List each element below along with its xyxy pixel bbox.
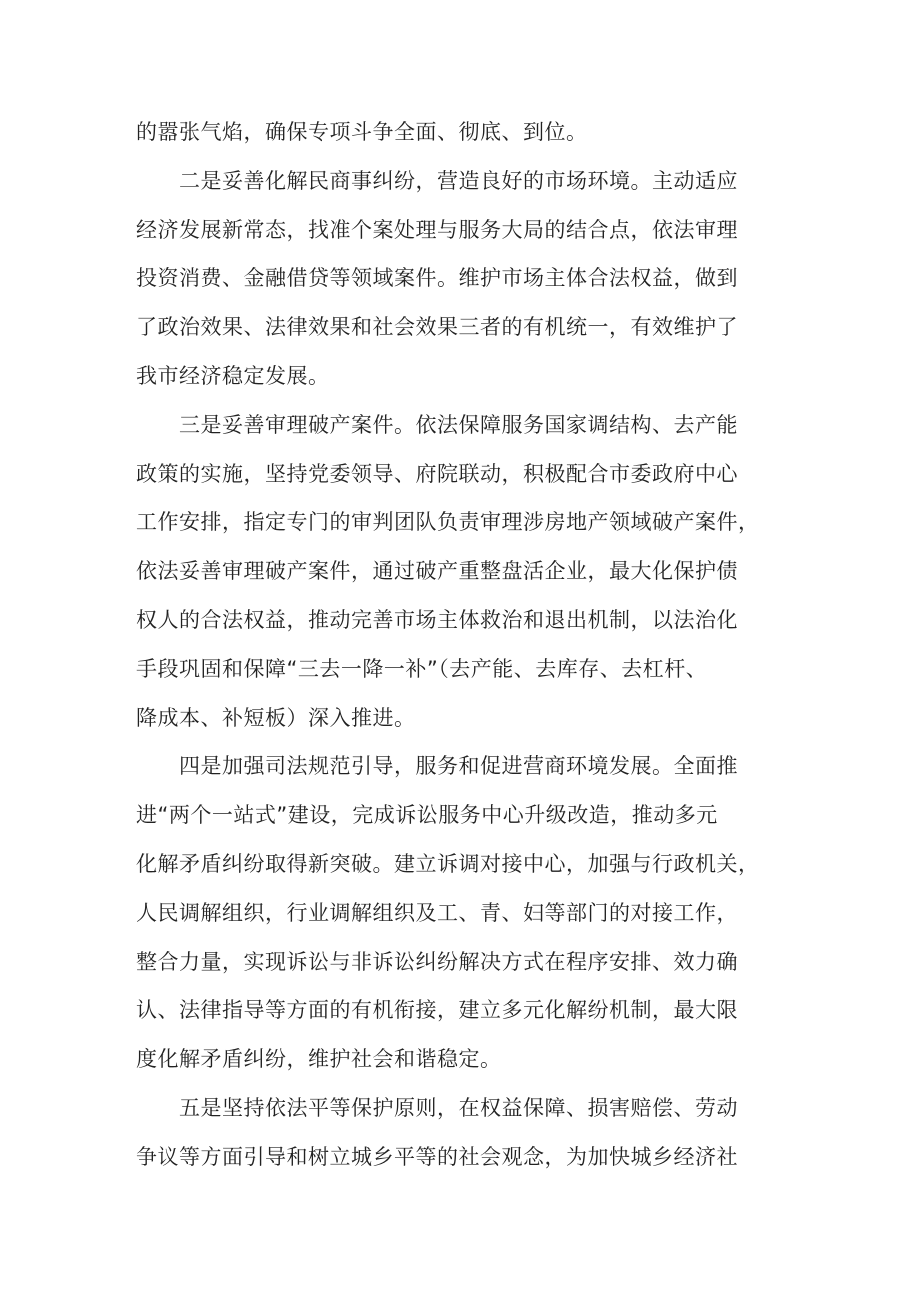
text-line: 四是加强司法规范引导，服务和促进营商环境发展。全面推 <box>136 754 738 779</box>
text-line: 整合力量，实现诉讼与非诉讼纠纷解决方式在程序安排、效力确 <box>136 949 738 974</box>
text-line: 了政治效果、法律效果和社会效果三者的有机统一，有效维护了 <box>136 315 738 340</box>
text-line: 三是妥善审理破产案件。依法保障服务国家调结构、去产能 <box>136 412 738 437</box>
text-line: 认、法律指导等方面的有机衔接，建立多元化解纷机制，最大限 <box>136 998 738 1023</box>
text-line: 降成本、补短板）深入推进。 <box>136 705 416 730</box>
body-text <box>136 108 792 1182</box>
text-line: 五是坚持依法平等保护原则，在权益保障、损害赔偿、劳动 <box>136 1095 738 1120</box>
text-line: 人民调解组织，行业调解组织及工、青、妇等部门的对接工作， <box>136 900 738 925</box>
text-line: 进“两个一站式”建设，完成诉讼服务中心升级改造，推动多元 <box>136 803 718 828</box>
text-line: 依法妥善审理破产案件，通过破产重整盘活企业，最大化保护债 <box>136 559 738 584</box>
text-line: 手段巩固和保障“三去一降一补”（去产能、去库存、去杠杆、 <box>136 656 708 681</box>
text-line: 经济发展新常态，找准个案处理与服务大局的结合点，依法审理 <box>136 217 738 242</box>
text-line: 政策的实施，坚持党委领导、府院联动，积极配合市委政府中心 <box>136 461 738 486</box>
text-line: 化解矛盾纠纷取得新突破。建立诉调对接中心，加强与行政机关， <box>136 851 760 876</box>
text-line: 工作安排，指定专门的审判团队负责审理涉房地产领域破产案件， <box>136 510 760 535</box>
text-line: 争议等方面引导和树立城乡平等的社会观念，为加快城乡经济社 <box>136 1144 738 1169</box>
text-line: 投资消费、金融借贷等领域案件。维护市场主体合法权益，做到 <box>136 266 738 291</box>
text-line: 我市经济稳定发展。 <box>136 363 330 388</box>
text-line: 权人的合法权益，推动完善市场主体救治和退出机制，以法治化 <box>136 607 738 632</box>
text-line: 二是妥善化解民商事纠纷，营造良好的市场环境。主动适应 <box>136 168 738 193</box>
text-line: 度化解矛盾纠纷，维护社会和谐稳定。 <box>136 1047 502 1072</box>
text-line: 的嚣张气焰，确保专项斗争全面、彻底、到位。 <box>136 120 588 144</box>
